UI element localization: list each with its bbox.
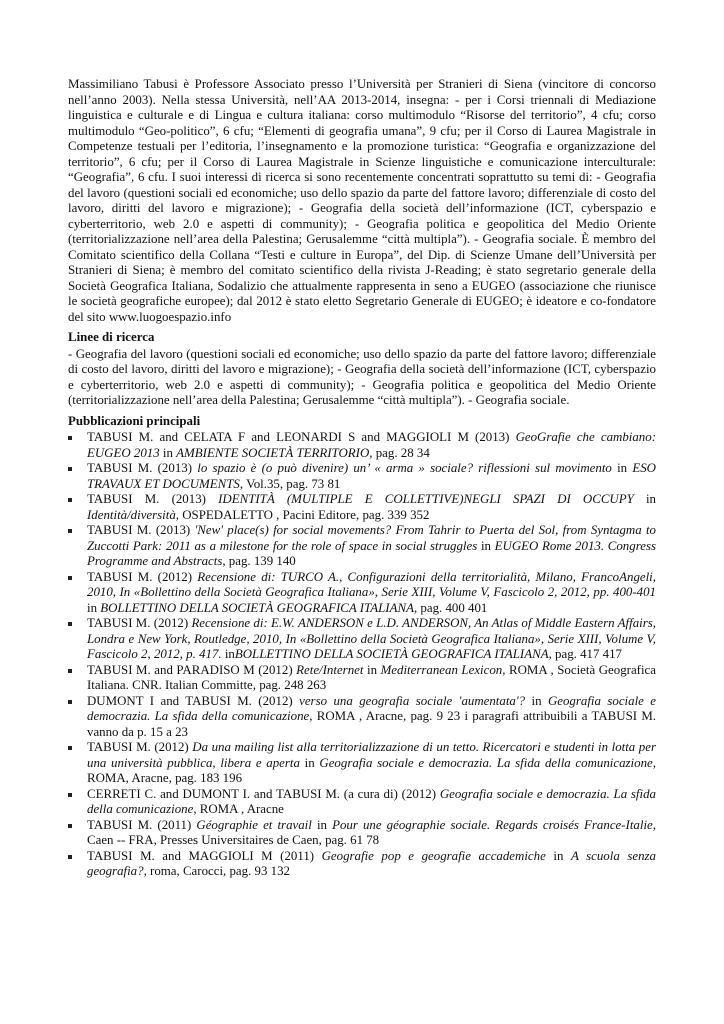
research-paragraph: - Geografia del lavoro (questioni sociali ed economiche; uso dello spazio da parte del fattore lavoro; differenziale di costo del lavoro, diritti del lavoro e migrazione); - Geografia della società dell’informazione (ICT, cyberspazio e cyberterritorio, web 2.0 e aspetti di community); - Geografia politica e geopolitica del Medio Oriente (territorializzazione nell’area della Palestina; Gerusalemme “città multipla”). - Geografia sociale. bbox=[68, 346, 656, 407]
publication-item: TABUSI M. (2011) Géographie et travail in Pour une géographie sociale. Regards croisés France-Italie, Caen -- FRA, Presses Universitaires de Caen, pag. 61 78 bbox=[68, 818, 656, 849]
bullet-icon bbox=[68, 855, 72, 859]
publication-item: TABUSI M. (2012) Recensione di: E.W. ANDERSON e L.D. ANDERSON, An Atlas of Middle Eastern Affairs, Londra e New York, Routledge, 2010, In «Bollettino della Società Geografica Italiana», Serie XIII, Volume V, Fascicolo 2, 2012, p. 417. inBOLLETTINO DELLA SOCIETÀ GEOGRAFICA ITALIANA, pag. 417 417 bbox=[68, 616, 656, 663]
bio-paragraph: Massimiliano Tabusi è Professore Associato presso l’Università per Stranieri di Siena (vincitore di concorso nell’anno 2003). Nella stessa Università, nell’AA 2013-2014, insegna: - per i Corsi triennali di Mediazione linguistica e culturale e di Lingua e cultura italiana: corso multimodulo “Risorse del territorio”, 4 cfu; corso multimodulo “Geo-politico”, 6 cfu; “Elementi di geografia umana”, 9 cfu; per il Corso di Laurea Magistrale in Competenze testuali per l’editoria, l’insegnamento e la promozione turistica: “Geografia e organizzazione del territorio”, 6 cfu; per il Corso di Laurea Magistrale in Scienze linguistiche e comunicazione interculturale: “Geografia”, 6 cfu. I suoi interessi di ricerca si sono recentemente concentrati soprattutto su temi di: - Geografia del lavoro (questioni sociali ed economiche; uso dello spazio da parte del fattore lavoro; differenziale di costo del lavoro, diritti del lavoro e migrazione); - Geografia della società dell’informazione (ICT, cyberspazio e cyberterritorio, web 2.0 e aspetti di community); - Geografia politica e geopolitica del Medio Oriente (territorializzazione nell’area della Palestina; Gerusalemme “città multipla”). - Geografia sociale. È membro del Comitato scientifico della Collana “Testi e culture in Europa”, del Dip. di Scienze Umane dell’Università per Stranieri di Siena; è membro del comitato scientifico della rivista J-Reading; è stato segretario generale della Società Geografica Italiana, Sodalizio che attualmente rappresenta in seno a EUGEO (associazione che riunisce le società geografiche europee); dal 2012 è stato eletto Segretario Generale di EUGEO; è ideatore e co-fondatore del sito www.luogoespazio.info bbox=[68, 77, 656, 324]
publication-item: TABUSI M. (2012) Recensione di: TURCO A., Configurazioni della territorialità, Milano, FrancoAngeli, 2010, In «Bollettino della Società Geografica Italiana», Serie XIII, Volume V, Fascicolo 2, 2012, pp. 400-401 in BOLLETTINO DELLA SOCIETÀ GEOGRAFICA ITALIANA, pag. 400 401 bbox=[68, 570, 656, 617]
bullet-icon bbox=[68, 793, 72, 797]
bullet-icon bbox=[68, 498, 72, 502]
bullet-icon bbox=[68, 622, 72, 626]
publications-list bbox=[68, 430, 656, 880]
research-heading: Linee di ricerca bbox=[68, 330, 155, 344]
publication-item: DUMONT I and TABUSI M. (2012) verso una geografia sociale 'aumentata'? in Geografia sociale e democrazia. La sfida della comunicazione, ROMA , Aracne, pag. 9 23 i paragrafi attribuibili a TABUSI M. vanno da p. 15 a 23 bbox=[68, 694, 656, 741]
publication-item: TABUSI M. (2013) lo spazio è (o può divenire) un’ « arma » sociale? riflessioni sul movimento in ESO TRAVAUX ET DOCUMENTS, Vol.35, pag. 73 81 bbox=[68, 461, 656, 492]
publication-item: TABUSI M. (2013) IDENTITÀ (MULTIPLE E COLLETTIVE)NEGLI SPAZI DI OCCUPY in Identità/diversità, OSPEDALETTO , Pacini Editore, pag. 339 352 bbox=[68, 492, 656, 523]
publication-item: TABUSI M. (2012) Da una mailing list alla territorializzazione di un tetto. Ricercatori e studenti in lotta per una università pubblica, libera e aperta in Geografia sociale e democrazia. La sfida della comunicazione, ROMA, Aracne, pag. 183 196 bbox=[68, 740, 656, 787]
bullet-icon bbox=[68, 746, 72, 750]
publication-item: TABUSI M. (2013) 'New' place(s) for social movements? From Tahrir to Puerta del Sol, from Syntagma to Zuccotti Park: 2011 as a milestone for the role of space in social struggles in EUGEO Rome 2013. Congress Programme and Abstracts, pag. 139 140 bbox=[68, 523, 656, 570]
bullet-icon bbox=[68, 700, 72, 704]
publications-heading: Pubblicazioni principali bbox=[68, 413, 201, 428]
publication-item: TABUSI M. and MAGGIOLI M (2011) Geografie pop e geografie accademiche in A scuola senza geografia?, roma, Carocci, pag. 93 132 bbox=[68, 849, 656, 880]
bullet-icon bbox=[68, 467, 72, 471]
document-page bbox=[68, 77, 656, 880]
bullet-icon bbox=[68, 824, 72, 828]
publication-item: CERRETI C. and DUMONT I. and TABUSI M. (a cura di) (2012) Geografia sociale e democrazia. La sfida della comunicazione, ROMA , Aracne bbox=[68, 787, 656, 818]
bullet-icon bbox=[68, 576, 72, 580]
publication-item: TABUSI M. and PARADISO M (2012) Rete/Internet in Mediterranean Lexicon, ROMA , Società Geografica Italiana. CNR. Italian Committe, pag. 248 263 bbox=[68, 663, 656, 694]
publication-item: TABUSI M. and CELATA F and LEONARDI S and MAGGIOLI M (2013) GeoGrafie che cambiano: EUGEO 2013 in AMBIENTE SOCIETÀ TERRITORIO, pag. 28 34 bbox=[68, 430, 656, 461]
bullet-icon bbox=[68, 529, 72, 533]
bullet-icon bbox=[68, 436, 72, 440]
bullet-icon bbox=[68, 669, 72, 673]
